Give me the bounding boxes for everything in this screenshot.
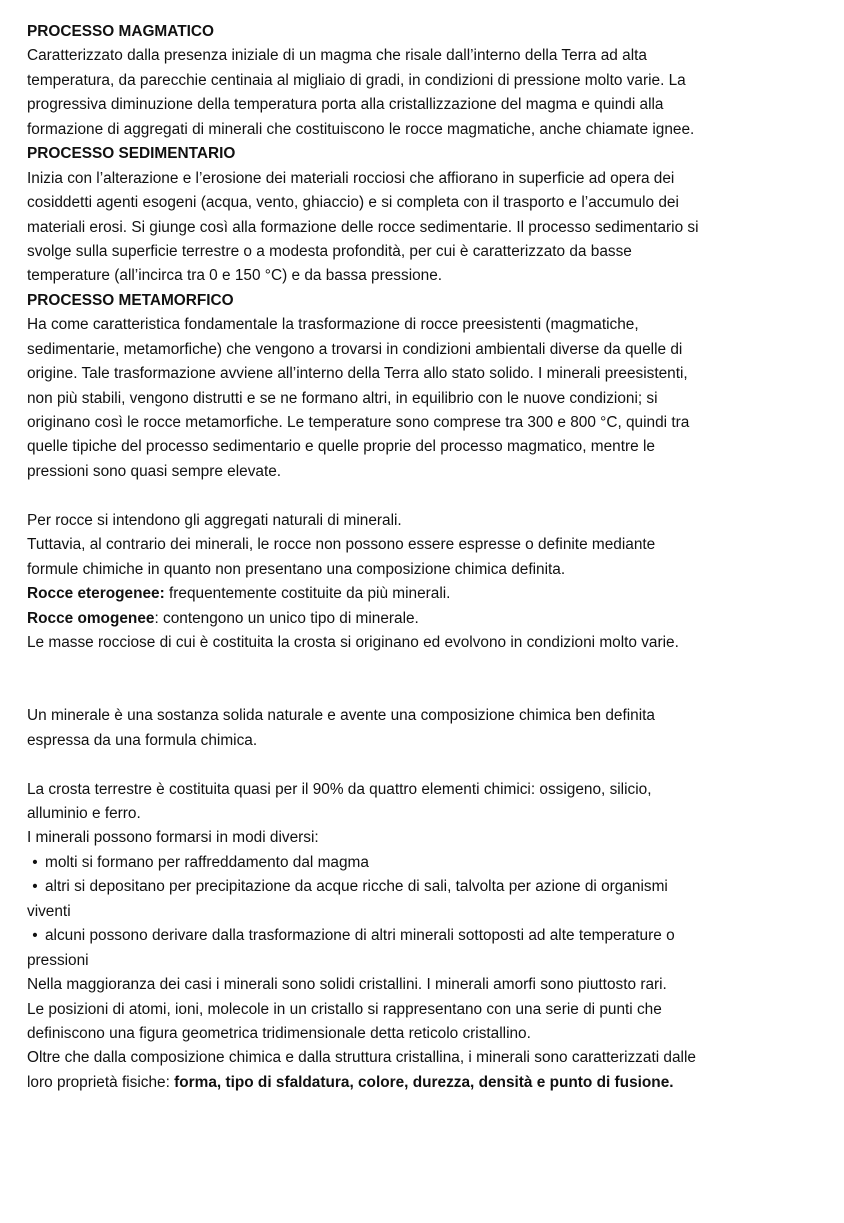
text: Per rocce si intendono gli aggregati naturali di minerali. xyxy=(27,511,402,529)
text-line xyxy=(27,729,699,753)
text: cosiddetti agenti esogeni (acqua, vento, ghiaccio) e si completa con il trasporto e l’accumulo dei xyxy=(27,194,679,212)
text-line xyxy=(27,704,699,728)
bold-text: PROCESSO MAGMATICO xyxy=(27,23,214,40)
text-line xyxy=(27,118,699,142)
text-line xyxy=(27,582,699,606)
text-line xyxy=(27,93,699,117)
text: temperatura, da parecchie centinaia al migliaio di gradi, in condizioni di pressione molto varie. La xyxy=(27,71,686,89)
text: I minerali possono formarsi in modi diversi: xyxy=(27,829,319,847)
text-line xyxy=(27,44,699,68)
text: Oltre che dalla composizione chimica e dalla struttura cristallina, i minerali sono caratterizzati dalle xyxy=(27,1049,696,1067)
bold-text: Rocce omogenee xyxy=(27,609,155,627)
text-line xyxy=(27,313,699,337)
text: Inizia con l’alterazione e l’erosione dei materiali rocciosi che affiorano in superficie ad opera dei xyxy=(27,169,675,187)
text: formazione di aggregati di minerali che costituiscono le rocce magmatiche, anche chiamate ignee. xyxy=(27,120,695,138)
section-heading xyxy=(27,289,699,313)
text: alluminio e ferro. xyxy=(27,805,141,822)
text-line xyxy=(27,631,699,655)
blank-line xyxy=(27,484,699,508)
text: definiscono una figura geometrica tridimensionale detta reticolo cristallino. xyxy=(27,1024,531,1042)
bold-text: forma, tipo di sfaldatura, colore, durezza, densità e punto di fusione. xyxy=(174,1073,674,1091)
text: progressiva diminuzione della temperatura porta alla cristallizzazione del magma e quindi alla xyxy=(27,96,664,114)
text-line xyxy=(27,509,699,533)
text-line xyxy=(27,338,699,362)
text-line xyxy=(27,826,699,850)
text-line xyxy=(27,1071,699,1095)
section-heading xyxy=(27,142,699,166)
bullet-icon: • xyxy=(32,878,38,896)
text-line xyxy=(27,435,699,459)
text: temperature (all’incirca tra 0 e 150 °C) e da bassa pressione. xyxy=(27,267,443,285)
text-line xyxy=(27,191,699,215)
text: sedimentarie, metamorfiche) che vengono a trovarsi in condizioni ambientali diverse da quelle di xyxy=(27,340,683,358)
text-line xyxy=(27,69,699,93)
bullet-item xyxy=(27,924,699,948)
text-line xyxy=(27,264,699,288)
text-line xyxy=(27,998,699,1022)
text: formule chimiche in quanto non presentano una composizione chimica definita. xyxy=(27,560,566,578)
text: Un minerale è una sostanza solida naturale e avente una composizione chimica ben definita xyxy=(27,707,655,725)
text: : contengono un unico tipo di minerale. xyxy=(154,609,419,627)
blank-line xyxy=(27,753,699,777)
text: pressioni sono quasi sempre elevate. xyxy=(27,462,282,480)
blank-line xyxy=(27,655,699,679)
text: svolge sulla superficie terrestre o a modesta profondità, per cui è caratterizzato da basse xyxy=(27,242,632,260)
text-line xyxy=(27,949,699,973)
text-line xyxy=(27,973,699,997)
text-line xyxy=(27,240,699,264)
text: originano così le rocce metamorfiche. Le temperature sono comprese tra 300 e 800 °C, quindi tra xyxy=(27,414,690,431)
text-line xyxy=(27,558,699,582)
text: espressa da una formula chimica. xyxy=(27,731,258,749)
text: non più stabili, vengono distrutti e se ne formano altri, in equilibrio con le nuove condizioni; si xyxy=(27,389,658,407)
text: Le posizioni di atomi, ioni, molecole in un cristallo si rappresentano con una serie di punti che xyxy=(27,1000,662,1018)
bullet-item xyxy=(27,875,699,899)
bullet-icon: • xyxy=(32,853,38,871)
document-body xyxy=(27,20,699,1095)
text: molti si formano per raffreddamento dal magma xyxy=(45,853,369,871)
text: La crosta terrestre è costituita quasi per il 90% da quattro elementi chimici: ossigeno, silicio, xyxy=(27,780,652,798)
bold-text: PROCESSO SEDIMENTARIO xyxy=(27,145,236,163)
text: Nella maggioranza dei casi i minerali sono solidi cristallini. I minerali amorfi sono piuttosto rari. xyxy=(27,976,667,994)
text: pressioni xyxy=(27,951,89,969)
bold-text: Rocce eterogenee: xyxy=(27,585,165,603)
text-line xyxy=(27,533,699,557)
text: frequentemente costituite da più minerali. xyxy=(164,585,451,603)
text-line xyxy=(27,387,699,411)
text-line xyxy=(27,607,699,631)
text-line xyxy=(27,1046,699,1070)
text: Le masse rocciose di cui è costituita la crosta si originano ed evolvono in condizioni molto varie. xyxy=(27,633,679,651)
text: viventi xyxy=(27,902,71,920)
text: Tuttavia, al contrario dei minerali, le rocce non possono essere espresse o definite mediante xyxy=(27,536,656,554)
text-line xyxy=(27,802,699,826)
bullet-item xyxy=(27,851,699,875)
text-line xyxy=(27,460,699,484)
text-line xyxy=(27,778,699,802)
text-line xyxy=(27,216,699,240)
bold-text: PROCESSO METAMORFICO xyxy=(27,291,234,309)
blank-line xyxy=(27,680,699,704)
text-line xyxy=(27,1022,699,1046)
text: alcuni possono derivare dalla trasformazione di altri minerali sottoposti ad alte temperature o xyxy=(45,927,675,945)
text-line xyxy=(27,167,699,191)
text-line xyxy=(27,362,699,386)
text: Ha come caratteristica fondamentale la trasformazione di rocce preesistenti (magmatiche, xyxy=(27,316,639,334)
text: quelle tipiche del processo sedimentario e quelle proprie del processo magmatico, mentre le xyxy=(27,438,655,456)
text: materiali erosi. Si giunge così alla formazione delle rocce sedimentarie. Il processo sedimentario si xyxy=(27,218,699,236)
bullet-icon: • xyxy=(32,927,38,945)
text: loro proprietà fisiche: xyxy=(27,1073,175,1091)
section-heading xyxy=(27,20,699,44)
text: altri si depositano per precipitazione da acque ricche di sali, talvolta per azione di organismi xyxy=(45,878,668,896)
text-line xyxy=(27,900,699,924)
text-line xyxy=(27,411,699,435)
text: Caratterizzato dalla presenza iniziale di un magma che risale dall’interno della Terra ad alta xyxy=(27,47,647,65)
text: origine. Tale trasformazione avviene all’interno della Terra allo stato solido. I minerali preesistenti, xyxy=(27,365,688,383)
